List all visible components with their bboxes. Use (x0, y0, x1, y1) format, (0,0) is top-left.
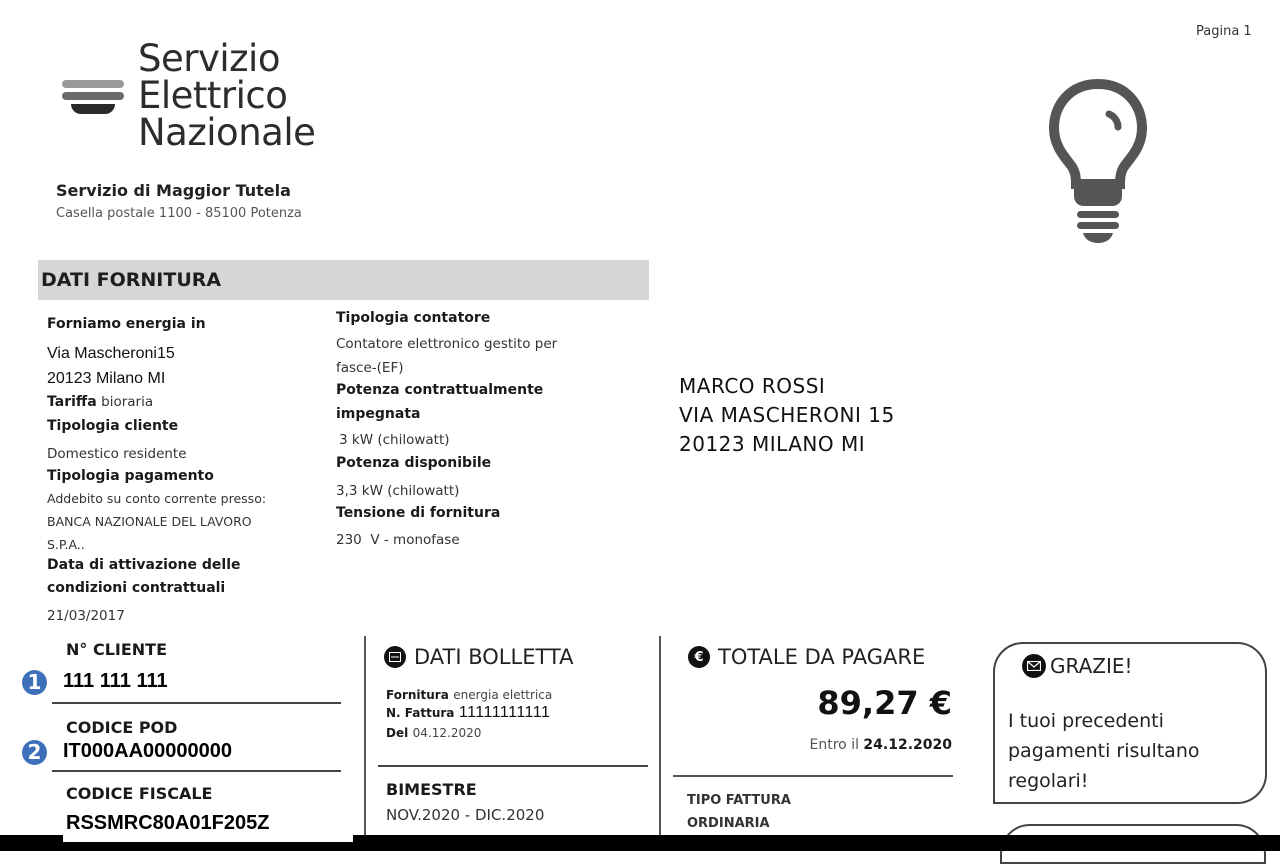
recipient-name: MARCO ROSSI (679, 374, 826, 398)
service-address: Casella postale 1100 - 85100 Potenza (56, 206, 302, 221)
fattura-label: N. Fattura (386, 706, 455, 720)
logo-line: Servizio (138, 37, 280, 80)
totale-amount: 89,27 € (817, 684, 952, 722)
grazie-line: regolari! (1008, 770, 1089, 792)
badge-1: 1 (22, 670, 47, 695)
del-row (386, 724, 481, 742)
cliente-value: 111 111 111 (63, 670, 168, 692)
grazie-title: GRAZIE! (1050, 654, 1133, 678)
grazie-header (1022, 654, 1133, 678)
cliente-label: N° CLIENTE (66, 640, 168, 659)
tipologia-pagamento-label: Tipologia pagamento (47, 468, 214, 484)
potenza-disponibile-value: 3,3 kW (chilowatt) (336, 483, 460, 499)
bimestre-value: NOV.2020 - DIC.2020 (386, 806, 545, 824)
del-value: 04.12.2020 (412, 726, 482, 740)
dati-bolletta-header (384, 645, 574, 669)
grazie-line: I tuoi precedenti (1008, 710, 1164, 732)
tipologia-cliente-label: Tipologia cliente (47, 418, 179, 434)
pod-label: CODICE POD (66, 718, 178, 737)
fattura-row (386, 704, 550, 722)
bank-name: BANCA NAZIONALE DEL LAVORO (47, 514, 252, 529)
tipo-fattura-value: ORDINARIA (687, 816, 770, 831)
del-label: Del (386, 726, 409, 740)
contatore-value-2: fasce-(EF) (336, 360, 404, 376)
supply-address-line1: Via Mascheroni15 (47, 345, 175, 362)
fornitura-label: Fornitura (386, 688, 449, 702)
bill-icon (384, 646, 406, 668)
service-title: Servizio di Maggior Tutela (56, 181, 291, 200)
grazie-box (993, 642, 1267, 804)
dati-bolletta-title: DATI BOLLETTA (414, 645, 574, 669)
envelope-icon (1022, 654, 1046, 678)
logo-line: Nazionale (138, 111, 316, 154)
bank-suffix: S.P.A.. (47, 537, 85, 552)
lightbulb-icon (1048, 78, 1148, 243)
logo-line: Elettrico (138, 74, 288, 117)
badge-2: 2 (22, 740, 47, 765)
logo-text (138, 37, 316, 154)
potenza-impegnata-value: 3 kW (chilowatt) (339, 432, 450, 448)
divider (673, 775, 953, 777)
section-title: DATI FORNITURA (41, 269, 222, 291)
totale-title: TOTALE DA PAGARE (718, 645, 926, 669)
logo-icon (62, 80, 124, 118)
due-date-row (700, 736, 952, 754)
fornitura-row (386, 686, 552, 704)
tariffa-row (47, 393, 153, 411)
fattura-value: 11111111111 (458, 704, 551, 721)
potenza-disponibile-label: Potenza disponibile (336, 455, 492, 471)
supply-address-line2: 20123 Milano MI (47, 370, 166, 387)
data-attivazione-label: Data di attivazione delle (47, 557, 241, 573)
grazie-message (1008, 706, 1199, 796)
fiscale-value: RSSMRC80A01F205Z (66, 812, 270, 834)
totale-header (688, 645, 925, 669)
contatore-label: Tipologia contatore (336, 310, 491, 326)
page-number: Pagina 1 (1196, 24, 1252, 39)
bottom-white-strip (63, 835, 353, 842)
divider (52, 702, 341, 704)
column-divider (659, 636, 661, 836)
column-divider (364, 636, 366, 836)
data-attivazione-label-2: condizioni contrattuali (47, 580, 226, 596)
tensione-label: Tensione di fornitura (336, 505, 501, 521)
potenza-impegnata-label-2: impegnata (336, 406, 421, 422)
entro-label: Entro il (809, 737, 859, 753)
tensione-value: 230 V - monofase (336, 532, 460, 548)
divider (378, 765, 648, 767)
grazie-line: pagamenti risultano (1008, 740, 1200, 762)
entro-date: 24.12.2020 (863, 737, 952, 753)
section-header-dati-fornitura (38, 260, 649, 300)
bimestre-label: BIMESTRE (386, 780, 477, 799)
fornitura-value: energia elettrica (453, 688, 553, 702)
forniamo-label: Forniamo energia in (47, 316, 206, 332)
contatore-value: Contatore elettronico gestito per (336, 336, 558, 352)
recipient-city: 20123 MILANO MI (679, 432, 866, 456)
recipient-address (679, 372, 895, 459)
fiscale-label: CODICE FISCALE (66, 784, 213, 803)
tariffa-label: Tariffa (47, 394, 97, 410)
tipologia-cliente-value: Domestico residente (47, 446, 187, 462)
euro-icon: € (688, 646, 710, 668)
pod-value: IT000AA00000000 (63, 740, 233, 762)
potenza-impegnata-label: Potenza contrattualmente (336, 382, 544, 398)
divider (52, 770, 341, 772)
tariffa-value: bioraria (101, 394, 154, 410)
recipient-street: VIA MASCHERONI 15 (679, 403, 895, 427)
tipo-fattura-label: TIPO FATTURA (687, 793, 791, 808)
data-attivazione-value: 21/03/2017 (47, 608, 125, 624)
tipologia-pagamento-value: Addebito su conto corrente presso: (47, 491, 267, 506)
